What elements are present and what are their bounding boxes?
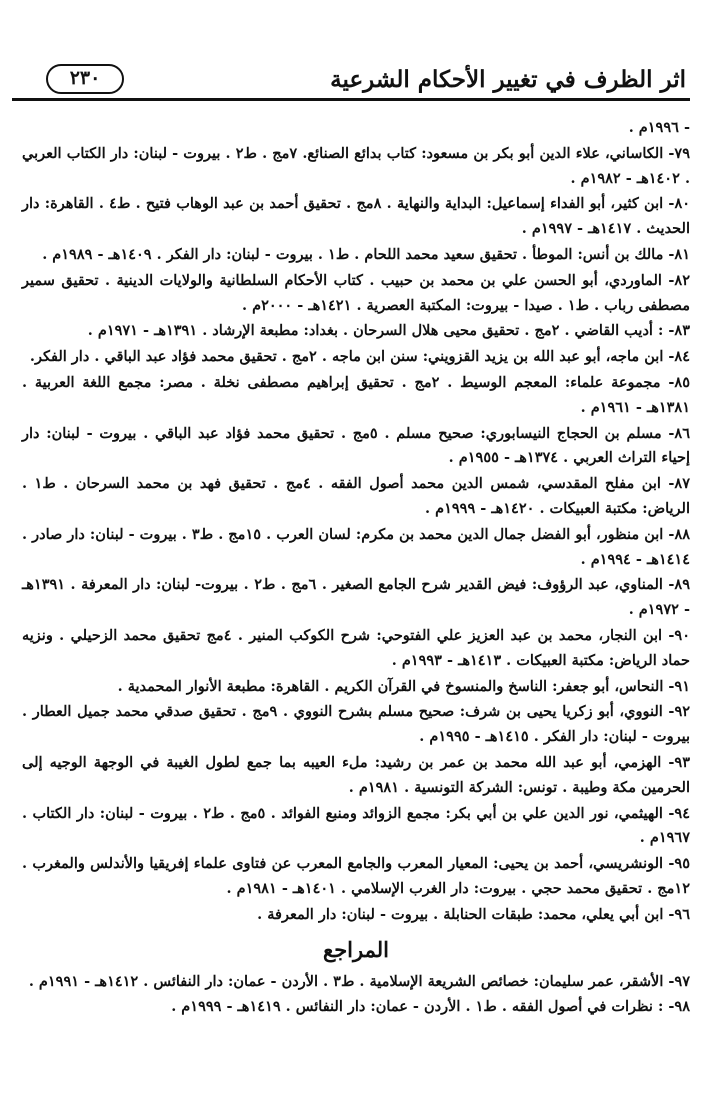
references-entries bbox=[22, 970, 690, 1021]
reference-entry: ٩٢- النووي، أبو زكريا يحيى بن شرف: صحيح مسلم بشرح النووي . ٩مج . تحقيق صدقي محمد جميل العطار . بيروت - لبنان: دار الفكر . ١٤١٥هـ - ١٩٩٥م . bbox=[22, 703, 691, 746]
reference-entry: - ١٩٩٦م . bbox=[628, 119, 690, 136]
reference-entry: ٩٧- الأشقر، عمر سليمان: خصائص الشريعة الإسلامية . ط٣ . الأردن - عمان: دار النفائس . ١٤١٢هـ - ١٩٩١م . bbox=[28, 972, 690, 990]
sources-entries bbox=[22, 116, 690, 928]
reference-entry: ٨٥- مجموعة علماء: المعجم الوسيط . ٢مج . تحقيق إبراهيم مصطفى نخلة . مصر: مجمع اللغة العربية . ١٣٨١هـ - ١٩٦١م . bbox=[22, 373, 690, 416]
reference-entry: ٨٣- : أديب القاضي . ٢مج . تحقيق محيى هلال السرحان . بغداد: مطبعة الإرشاد . ١٣٩١هـ - ١٩٧١م . bbox=[87, 322, 690, 340]
running-title: اثر الظرف في تغيير الأحكام الشرعية bbox=[330, 66, 686, 93]
page-header bbox=[14, 62, 686, 102]
reference-entry: ٩٣- الهزمي، أبو عبد الله محمد بن عمر بن رشيد: ملء العيبه بما جمع لطول الغيبة في الوجهة الوجيه إلى الحرمين مكة وطيبة . تونس: الشركة التونسية . ١٩٨١م . bbox=[22, 753, 690, 796]
header-divider bbox=[12, 98, 690, 101]
reference-entry: ٨٨- ابن منظور، أبو الفضل جمال الدين محمد بن مكرم: لسان العرب . ١٥مج . ط٣ . بيروت - لبنان: دار صادر . ١٤١٤هـ - ١٩٩٤م . bbox=[22, 525, 691, 568]
references-list bbox=[22, 116, 690, 1021]
reference-entry: ٩٠- ابن النجار، محمد بن عبد العزيز علي الفتوحي: شرح الكوكب المنير . ٤مج تحقيق محمد الزحيلي . ونزيه حماد الرياض: مكتبة العبيكات . ١٤١٣هـ - ١٩٩٣م . bbox=[22, 626, 690, 669]
reference-entry: ٩٨- : نظرات في أصول الفقه . ط١ . الأردن - عمان: دار النفائس . ١٤١٩هـ - ١٩٩٩م . bbox=[171, 998, 690, 1016]
reference-entry: ٧٩- الكاساني، علاء الدين أبو بكر بن مسعود: كتاب بدائع الصنائع. ٧مج . ط٢ . بيروت - لبنان: دار الكتاب العربي . ١٤٠٢هـ - ١٩٨٢م . bbox=[22, 144, 690, 187]
reference-entry: ٨٤- ابن ماجه، أبو عبد الله بن يزيد القزويني: سنن ابن ماجه . ٢مج . تحقيق محمد فؤاد عبد الباقي . دار الفكر. bbox=[29, 348, 690, 366]
reference-entry: ٨٧- ابن مفلح المقدسي، شمس الدين محمد أصول الفقه . ٤مج . تحقيق فهد بن محمد السرحان . ط١ . الرياض: مكتبة العبيكات . ١٤٢٠هـ - ١٩٩٩م . bbox=[22, 475, 690, 517]
reference-entry: ٨٠- ابن كثير، أبو الفداء إسماعيل: البداية والنهاية . ٨مج . تحقيق أحمد بن عبد الوهاب فتيح . ط٤ . القاهرة: دار الحديث . ١٤١٧هـ - ١٩٩٧م . bbox=[22, 195, 691, 238]
reference-entry: ٩٥- الونشريسي، أحمد بن يحيى: المعيار المعرب والجامع المعرب عن فتاوى علماء إفريقيا والأندلس والمغرب . ١٢مج . تحقيق محمد حجي . بيروت: دار الغرب الإسلامي . ١٤٠١هـ - ١٩٨١م . bbox=[22, 855, 690, 897]
reference-entry: ٩٦- ابن أبي يعلي، محمد: طبقات الحنابلة . بيروت - لبنان: دار المعرفة . bbox=[257, 905, 690, 923]
reference-entry: ٨١- مالك بن أنس: الموطأ . تحقيق سعيد محمد اللحام . ط١ . بيروت - لبنان: دار الفكر . ١٤٠٩هـ - ١٩٨٩م . bbox=[42, 245, 690, 263]
reference-entry: ٩١- النحاس، أبو جعفر: الناسخ والمنسوخ في القرآن الكريم . القاهرة: مطبعة الأنوار المحمدية . bbox=[117, 677, 690, 695]
reference-entry: ٨٩- المناوي، عبد الرؤوف: فيض القدير شرح الجامع الصغير . ٦مج . ط٢ . بيروت- لبنان: دار المعرفة . ١٣٩١هـ - ١٩٧٢م . bbox=[22, 576, 690, 619]
reference-entry: ٨٦- مسلم بن الحجاج النيسابوري: صحيح مسلم . ٥مج . تحقيق محمد فؤاد عبد الباقي . بيروت - لبنان: دار إحياء التراث العربي . ١٣٧٤هـ - ١٩٥٥م . bbox=[22, 424, 690, 467]
section-heading: المراجع bbox=[323, 936, 389, 962]
reference-entry: ٨٢- الماوردي، أبو الحسن علي بن محمد بن حبيب . كتاب الأحكام السلطانية والولايات الدينية . تحقيق سمير مصطفى رباب . ط١ . صيدا - بيروت: المكتبة العصرية . ١٤٢١هـ - ٢٠٠٠م . bbox=[22, 271, 690, 314]
page-number-badge: ٢٣٠ bbox=[46, 64, 124, 94]
reference-entry: ٩٤- الهيثمي، نور الدين علي بن أبي بكر: مجمع الزوائد ومنبع الفوائد . ٥مج . ط٢ . بيروت - لبنان: دار الكتاب . ١٩٦٧م . bbox=[22, 804, 690, 847]
